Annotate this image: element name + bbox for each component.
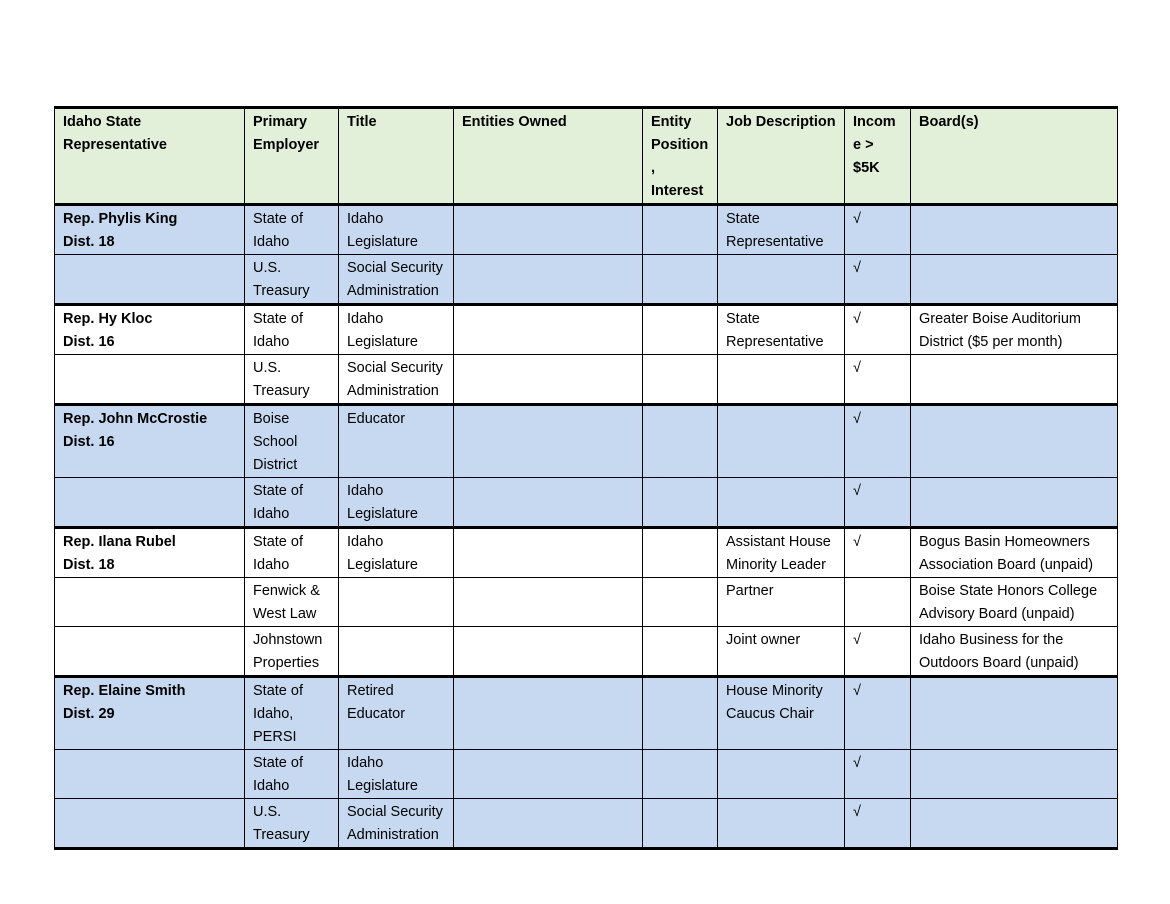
table-row (55, 799, 1118, 849)
income-check: √ (845, 799, 911, 849)
employer-cell: Boise School District (245, 405, 339, 478)
position-cell (643, 305, 718, 355)
rep-district: Dist. 18 (63, 557, 115, 573)
title-cell: Social Security Administration (339, 355, 454, 405)
employer-cell: Johnstown Properties (245, 627, 339, 677)
table-row (55, 355, 1118, 405)
table-row (55, 305, 1118, 355)
col-header-title: Title (339, 108, 454, 205)
rep-cell (55, 255, 245, 305)
employer-cell: State of Idaho (245, 528, 339, 578)
entities-cell (454, 750, 643, 799)
entities-cell (454, 677, 643, 750)
boards-cell (911, 799, 1118, 849)
rep-cell (55, 578, 245, 627)
boards-cell (911, 205, 1118, 255)
table-row (55, 405, 1118, 478)
boards-cell: Bogus Basin Homeowners Association Board (unpaid) (911, 528, 1118, 578)
boards-cell: Boise State Honors College Advisory Board (unpaid) (911, 578, 1118, 627)
income-check: √ (845, 255, 911, 305)
position-cell (643, 405, 718, 478)
entities-cell (454, 528, 643, 578)
col-header-boards: Board(s) (911, 108, 1118, 205)
boards-cell (911, 405, 1118, 478)
rep-name: Rep. Ilana Rubel (63, 534, 176, 550)
entities-cell (454, 578, 643, 627)
rep-cell (55, 627, 245, 677)
boards-cell: Idaho Business for the Outdoors Board (unpaid) (911, 627, 1118, 677)
title-cell (339, 578, 454, 627)
employer-cell: U.S. Treasury (245, 255, 339, 305)
income-check: √ (845, 205, 911, 255)
col-header-entities: Entities Owned (454, 108, 643, 205)
col-header-position: Entity Position, Interest (643, 108, 718, 205)
entities-cell (454, 205, 643, 255)
job-cell: House Minority Caucus Chair (718, 677, 845, 750)
title-cell (339, 627, 454, 677)
table-row (55, 478, 1118, 528)
employer-cell: State of Idaho (245, 205, 339, 255)
income-check (845, 578, 911, 627)
rep-name: Rep. Phylis King (63, 211, 178, 227)
job-cell (718, 750, 845, 799)
income-check: √ (845, 677, 911, 750)
rep-cell (55, 305, 245, 355)
job-cell (718, 355, 845, 405)
job-cell (718, 799, 845, 849)
boards-cell (911, 677, 1118, 750)
income-check: √ (845, 627, 911, 677)
rep-district: Dist. 29 (63, 706, 115, 722)
boards-cell: Greater Boise Auditorium District ($5 per month) (911, 305, 1118, 355)
rep-cell (55, 750, 245, 799)
rep-district: Dist. 18 (63, 234, 115, 250)
col-header-job: Job Description (718, 108, 845, 205)
title-cell: Idaho Legislature (339, 750, 454, 799)
entities-cell (454, 305, 643, 355)
position-cell (643, 677, 718, 750)
rep-cell (55, 205, 245, 255)
job-cell (718, 478, 845, 528)
position-cell (643, 355, 718, 405)
position-cell (643, 528, 718, 578)
col-header-employer: Primary Employer (245, 108, 339, 205)
position-cell (643, 578, 718, 627)
income-check: √ (845, 405, 911, 478)
boards-cell (911, 355, 1118, 405)
employer-cell: State of Idaho (245, 478, 339, 528)
employer-cell: Fenwick & West Law (245, 578, 339, 627)
title-cell: Idaho Legislature (339, 478, 454, 528)
table-row (55, 205, 1118, 255)
table-row (55, 750, 1118, 799)
job-cell: State Representative (718, 305, 845, 355)
entities-cell (454, 355, 643, 405)
entities-cell (454, 405, 643, 478)
title-cell: Educator (339, 405, 454, 478)
rep-name: Rep. John McCrostie (63, 411, 208, 427)
income-check: √ (845, 355, 911, 405)
position-cell (643, 255, 718, 305)
boards-cell (911, 478, 1118, 528)
table-row (55, 677, 1118, 750)
job-cell: State Representative (718, 205, 845, 255)
employer-cell: State of Idaho (245, 750, 339, 799)
header-row (55, 108, 1118, 205)
rep-name: Rep. Hy Kloc (63, 311, 153, 327)
boards-cell (911, 255, 1118, 305)
position-cell (643, 750, 718, 799)
entities-cell (454, 478, 643, 528)
job-cell: Joint owner (718, 627, 845, 677)
title-cell: Social Security Administration (339, 255, 454, 305)
title-cell: Idaho Legislature (339, 305, 454, 355)
table-row (55, 627, 1118, 677)
position-cell (643, 627, 718, 677)
employer-cell: U.S. Treasury (245, 355, 339, 405)
title-cell: Social Security Administration (339, 799, 454, 849)
rep-cell (55, 528, 245, 578)
col-header-rep: Idaho State Representative (55, 108, 245, 205)
rep-cell (55, 478, 245, 528)
employer-cell: State of Idaho (245, 305, 339, 355)
income-check: √ (845, 750, 911, 799)
rep-district: Dist. 16 (63, 334, 115, 350)
rep-cell (55, 799, 245, 849)
entities-cell (454, 255, 643, 305)
position-cell (643, 478, 718, 528)
rep-cell (55, 355, 245, 405)
job-cell (718, 405, 845, 478)
employer-cell: U.S. Treasury (245, 799, 339, 849)
table-row (55, 255, 1118, 305)
entities-cell (454, 799, 643, 849)
job-cell: Assistant House Minority Leader (718, 528, 845, 578)
title-cell: Idaho Legislature (339, 528, 454, 578)
rep-cell (55, 405, 245, 478)
title-cell: Idaho Legislature (339, 205, 454, 255)
entities-cell (454, 627, 643, 677)
rep-name: Rep. Elaine Smith (63, 683, 186, 699)
table-row (55, 578, 1118, 627)
job-cell: Partner (718, 578, 845, 627)
position-cell (643, 205, 718, 255)
income-check: √ (845, 528, 911, 578)
job-cell (718, 255, 845, 305)
title-cell: Retired Educator (339, 677, 454, 750)
employer-cell: State of Idaho, PERSI (245, 677, 339, 750)
rep-cell (55, 677, 245, 750)
col-header-income: Income > $5K (845, 108, 911, 205)
rep-district: Dist. 16 (63, 434, 115, 450)
table-row (55, 528, 1118, 578)
income-check: √ (845, 478, 911, 528)
position-cell (643, 799, 718, 849)
boards-cell (911, 750, 1118, 799)
income-check: √ (845, 305, 911, 355)
disclosure-table (54, 106, 1118, 850)
